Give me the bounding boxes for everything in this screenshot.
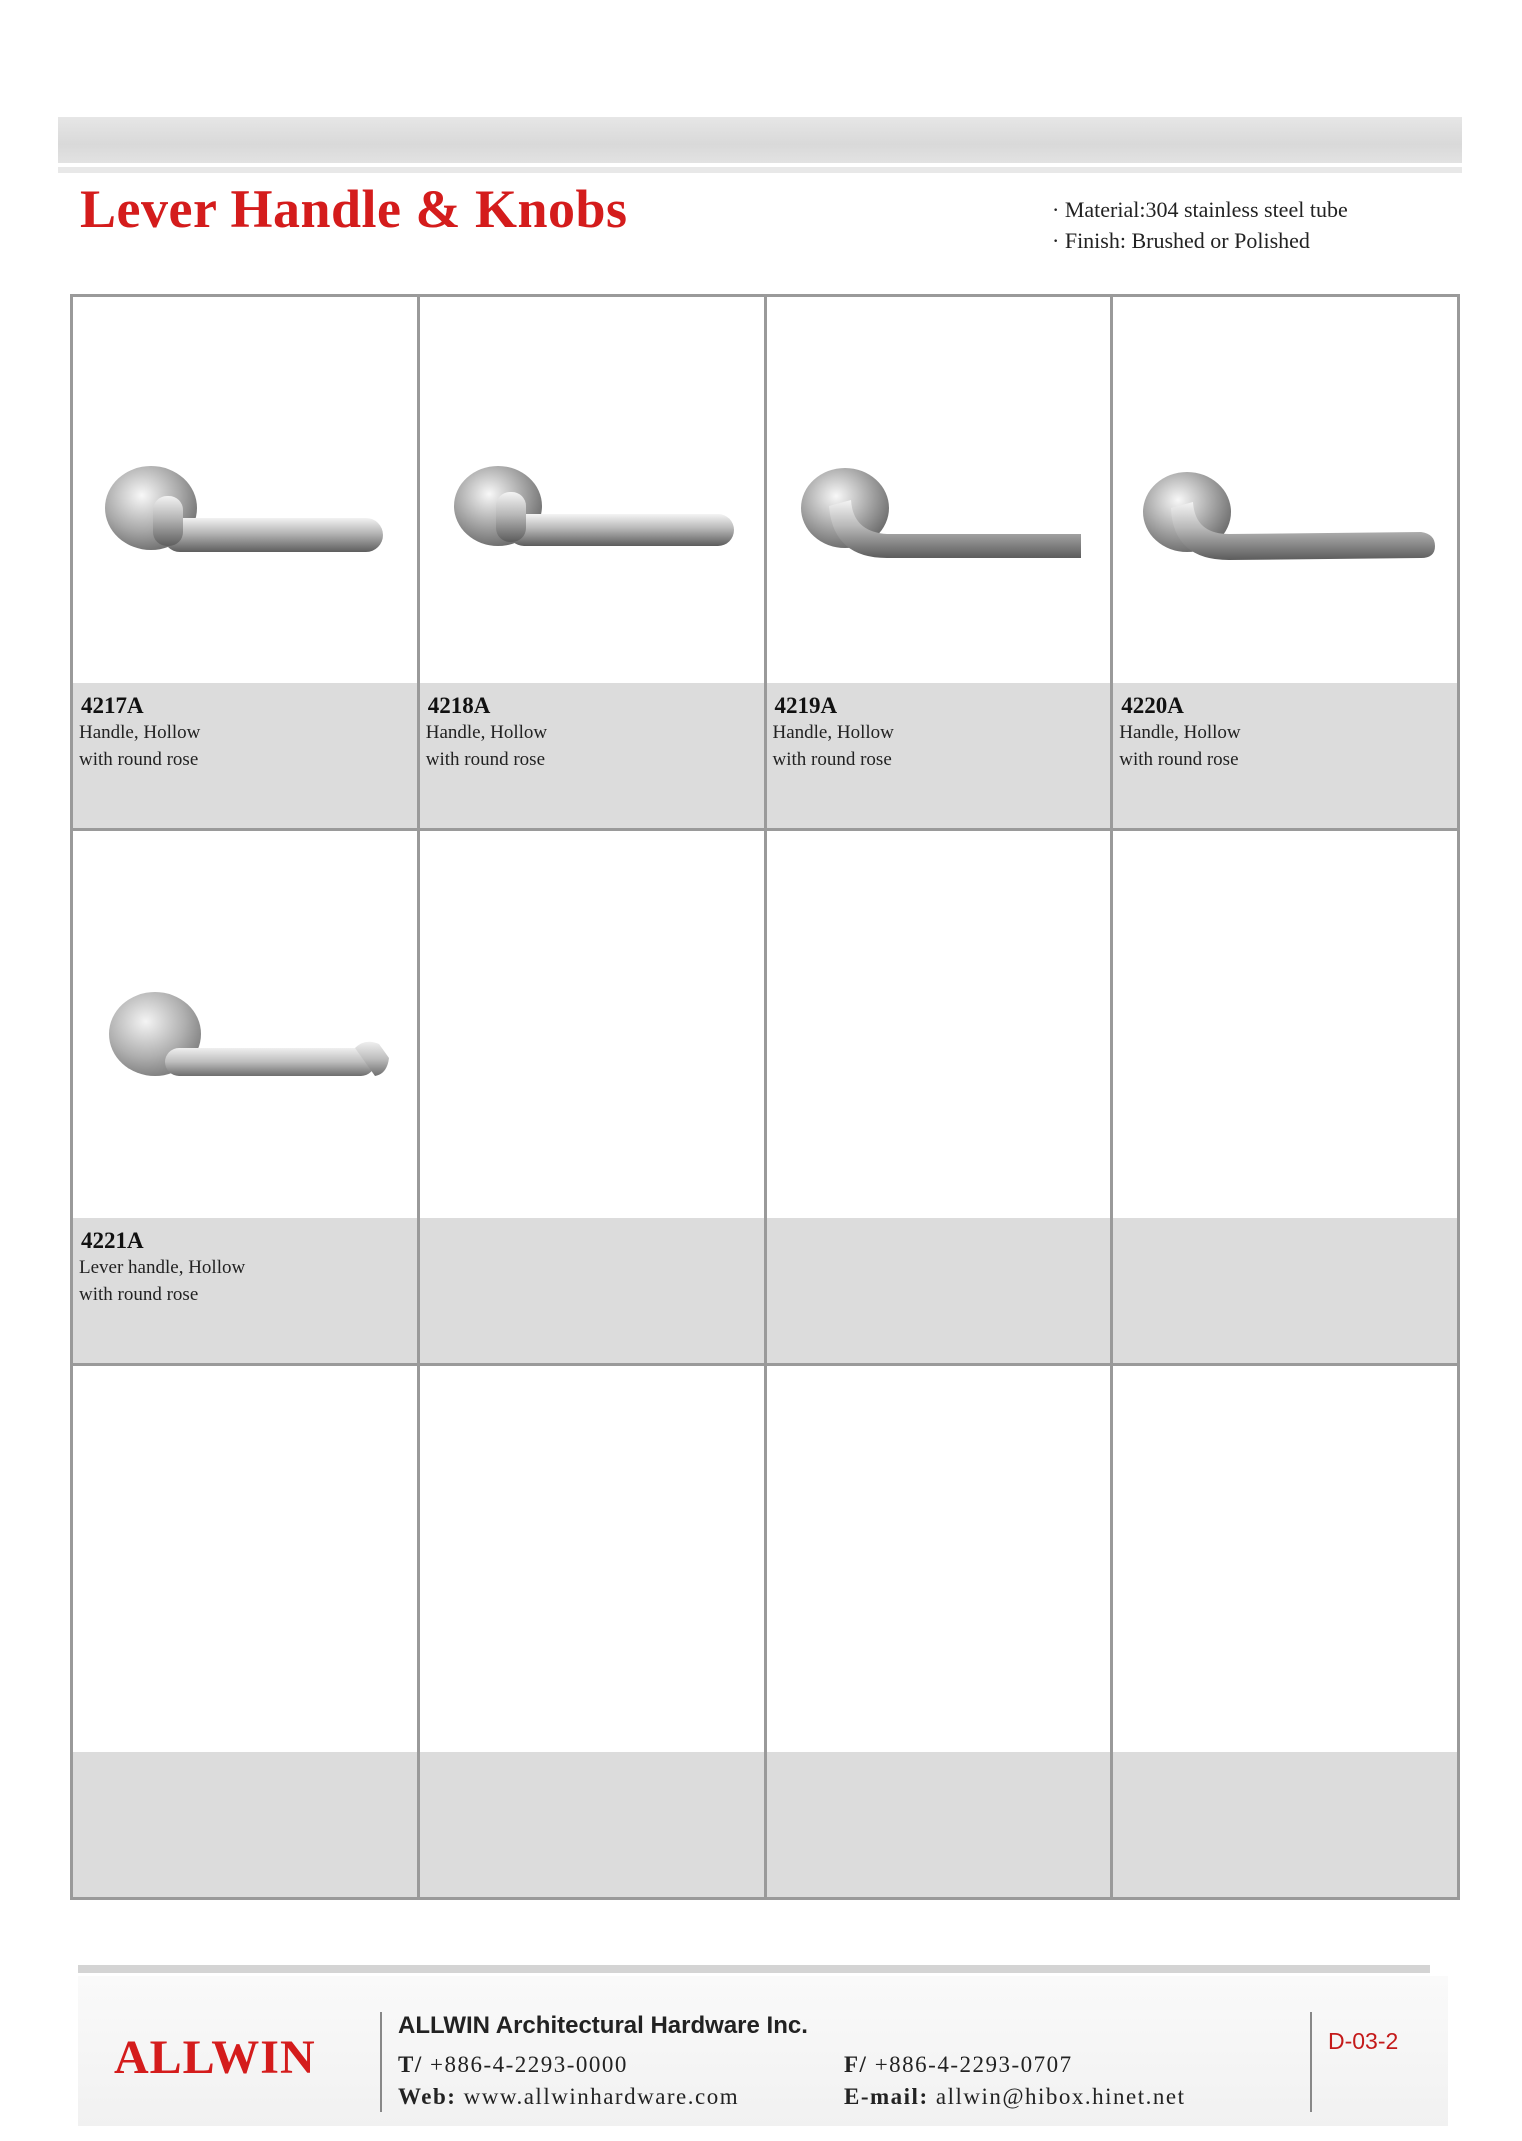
product-desc-line2: with round rose [79, 1283, 199, 1305]
product-image-area [1113, 297, 1457, 683]
lever-handle-image [1137, 462, 1437, 582]
product-caption [420, 683, 764, 828]
product-image-area [73, 297, 417, 683]
product-desc-line2: with round rose [79, 749, 199, 771]
product-image-area [420, 297, 764, 683]
product-code: 4218A [427, 693, 491, 719]
empty-card [1113, 1366, 1457, 1897]
product-image-area [73, 831, 417, 1217]
phone-label: T/ [398, 2052, 423, 2077]
product-grid [70, 294, 1460, 1900]
empty-card [73, 1366, 417, 1897]
product-card[interactable] [73, 297, 417, 828]
product-desc-line1: Lever handle, Hollow [79, 1256, 246, 1278]
product-desc-line1: Handle, Hollow [425, 722, 548, 744]
header-band [58, 117, 1462, 163]
product-desc-line1: Handle, Hollow [79, 722, 201, 744]
web-line [398, 2084, 739, 2110]
footer-divider [380, 2012, 382, 2112]
product-desc-line1: Handle, Hollow [772, 722, 894, 744]
email-label: E-mail: [844, 2084, 929, 2109]
empty-caption [420, 1218, 764, 1363]
phone-line [398, 2052, 628, 2078]
product-code: 4220A [1121, 693, 1184, 719]
product-caption [767, 683, 1111, 828]
product-image-area [767, 297, 1111, 683]
empty-card [420, 1366, 764, 1897]
empty-caption [73, 1752, 417, 1897]
page-title: Lever Handle & Knobs [80, 179, 628, 239]
product-card[interactable] [1113, 297, 1457, 828]
product-card[interactable] [73, 831, 417, 1362]
product-card[interactable] [420, 297, 764, 828]
lever-handle-image [791, 462, 1091, 582]
company-name: ALLWIN Architectural Hardware Inc. [398, 2012, 808, 2039]
empty-card [767, 831, 1111, 1362]
footer-band [78, 1965, 1430, 1973]
lever-handle-image [97, 462, 397, 582]
empty-card [767, 1366, 1111, 1897]
product-desc-line2: with round rose [772, 749, 892, 771]
product-caption [73, 1218, 417, 1363]
empty-caption [767, 1752, 1111, 1897]
fax-label: F/ [844, 2052, 868, 2077]
web-url[interactable]: www.allwinhardware.com [463, 2084, 740, 2109]
fax-line [844, 2052, 1073, 2078]
phone-number: +886-4-2293-0000 [429, 2052, 628, 2077]
product-desc-line2: with round rose [1119, 749, 1239, 771]
lever-handle-image [97, 986, 397, 1106]
product-code: 4219A [774, 693, 838, 719]
lever-handle-image [444, 462, 744, 582]
web-label: Web: [398, 2084, 457, 2109]
empty-caption [1113, 1752, 1457, 1897]
brand-logo: ALLWIN [114, 2031, 316, 2084]
empty-card [1113, 831, 1457, 1362]
empty-card [420, 831, 764, 1362]
spec-finish: · Finish: Brushed or Polished [1052, 225, 1348, 256]
spec-list [1052, 194, 1348, 256]
empty-caption [1113, 1218, 1457, 1363]
product-caption [1113, 683, 1457, 828]
email-address[interactable]: allwin@hibox.hinet.net [935, 2084, 1186, 2109]
footer-divider [1310, 2012, 1312, 2112]
product-card[interactable] [767, 297, 1111, 828]
product-caption [73, 683, 417, 828]
page-code: D-03-2 [1328, 2028, 1399, 2054]
product-desc-line1: Handle, Hollow [1119, 722, 1241, 744]
spec-material: · Material:304 stainless steel tube [1052, 194, 1348, 225]
empty-caption [767, 1218, 1111, 1363]
product-code: 4217A [81, 693, 144, 719]
product-desc-line2: with round rose [425, 749, 546, 771]
footer [78, 1976, 1448, 2126]
empty-caption [420, 1752, 764, 1897]
email-line [844, 2084, 1186, 2110]
fax-number: +886-4-2293-0707 [874, 2052, 1073, 2077]
product-code: 4221A [81, 1227, 144, 1253]
